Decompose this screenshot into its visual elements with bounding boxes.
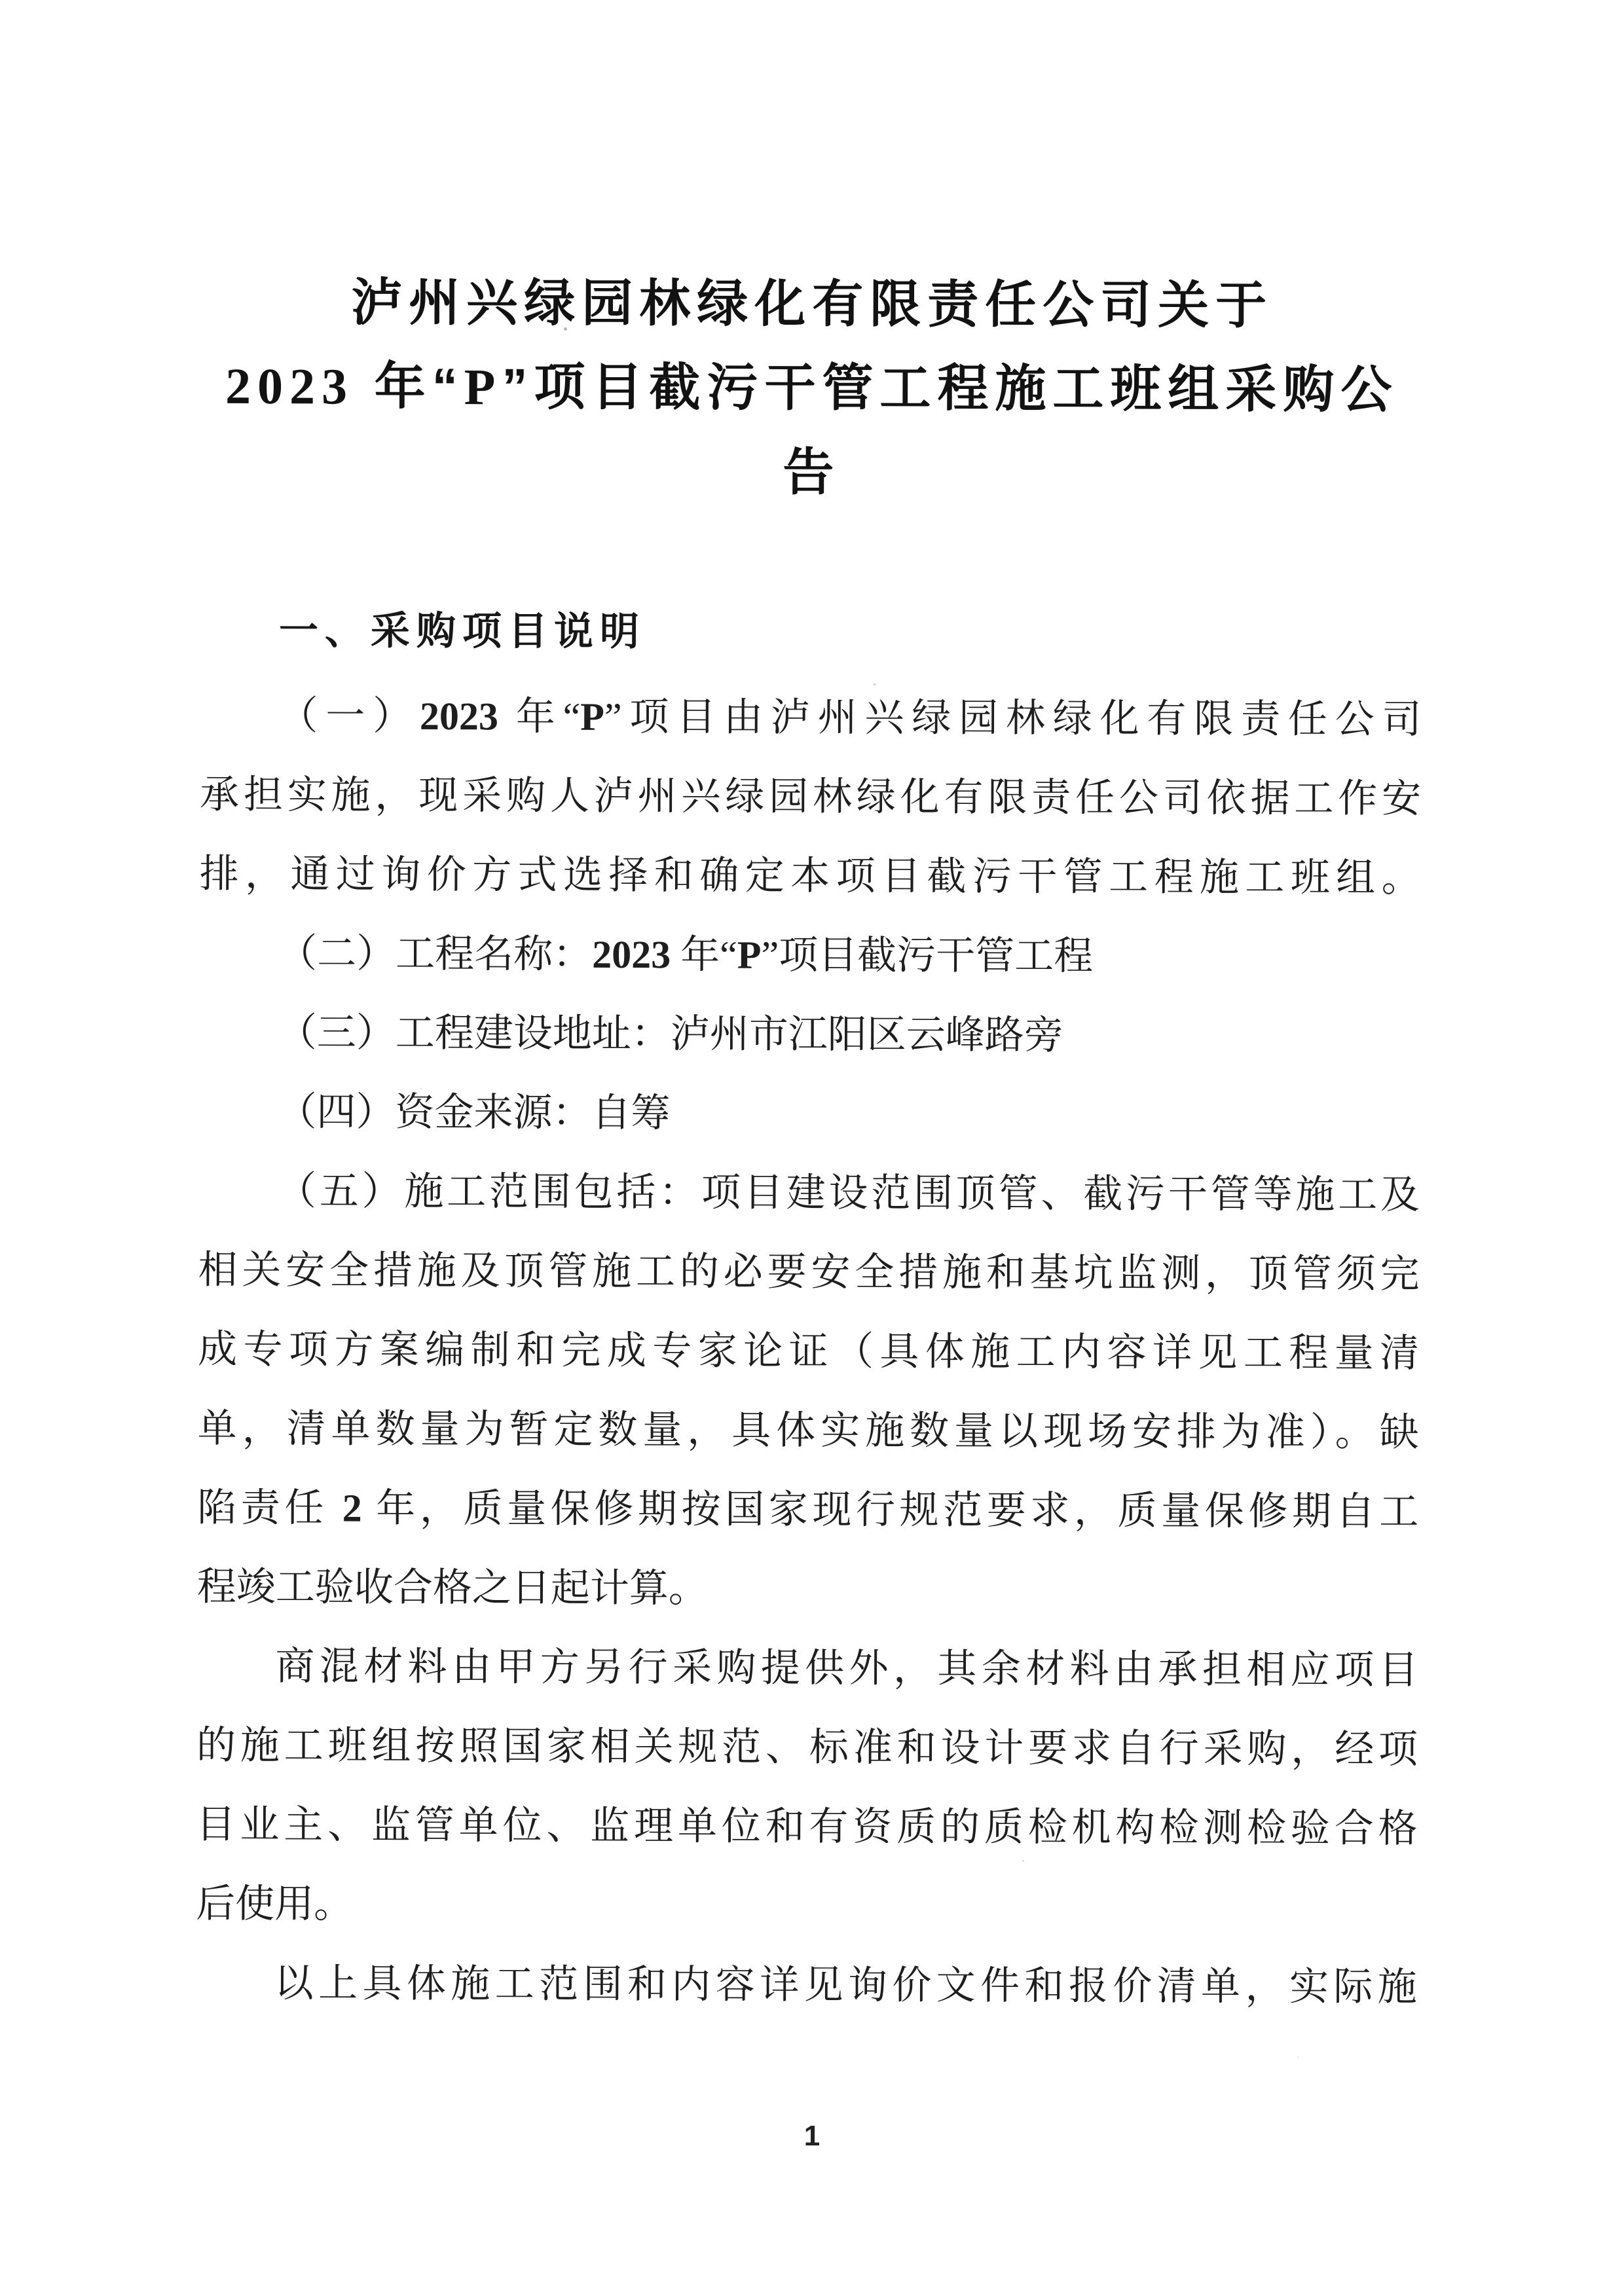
paragraph-2	[199, 914, 1420, 998]
paragraph-4	[198, 1072, 1420, 1156]
body-line: 排，通过询价方式选择和确定本项目截污干管工程施工班组。	[199, 852, 1421, 900]
body-line: 的施工班组按照国家相关规范、标准和设计要求自行采购，经项	[196, 1723, 1418, 1772]
body-line: 承担实施，现采购人泸州兴绿园林绿化有限责任公司依据工作安	[199, 773, 1422, 821]
body-line: 以上具体施工范围和内容详见询价文件和报价清单，实际施	[274, 1961, 1417, 2009]
body-line: （三）工程建设地址：泸州市江阳区云峰路旁	[277, 1011, 1063, 1057]
body-line: 单，清单数量为暂定数量，具体实施数量以现场安排为准）。缺	[197, 1406, 1419, 1455]
doc-title-line-1: 泸州兴绿园林绿化有限责任公司关于	[351, 273, 1274, 335]
doc-title-line-2: 2023 年“P”项目截污干管工程施工班组采购公	[225, 357, 1399, 419]
paragraph-6	[196, 1627, 1418, 1948]
body-line: 成专项方案编制和完成专家论证（具体施工内容详见工程量清	[198, 1327, 1420, 1376]
doc-title	[201, 0, 1424, 516]
body-line: 商混材料由甲方另行采购提供外，其余材料由承担相应项目	[275, 1645, 1418, 1692]
body-line: 陷责任 2 年，质量保修期按国家现行规范要求，质量保修期自工	[197, 1485, 1419, 1534]
paragraph-7	[196, 1944, 1417, 2028]
paragraph-5	[197, 1152, 1420, 1631]
paragraph-1	[199, 676, 1421, 919]
body-line: （五）施工范围包括：项目建设范围顶管、截污干管等施工及	[276, 1169, 1420, 1217]
body-line: 程竣工验收合格之日起计算。	[196, 1565, 708, 1611]
body-line: （四）资金来源：自筹	[277, 1090, 671, 1135]
section-heading: 一、采购项目说明	[278, 608, 646, 654]
paragraph-3	[199, 993, 1420, 1077]
body-line: 相关安全措施及顶管施工的必要安全措施和基坑监测，顶管须完	[198, 1248, 1420, 1296]
document-content	[196, 0, 1424, 2027]
body-line: 目业主、监管单位、监理单位和有资质的质检机构检测检验合格	[196, 1802, 1418, 1851]
page-number: 1	[803, 2120, 821, 2152]
body-line: （一）2023 年“P”项目由泸州兴绿园林绿化有限责任公司	[278, 694, 1422, 742]
doc-title-line-3: 告	[783, 443, 841, 501]
body-line: （二）工程名称：2023 年“P”项目截污干管工程	[278, 932, 1094, 978]
body-line: 后使用。	[196, 1882, 354, 1926]
